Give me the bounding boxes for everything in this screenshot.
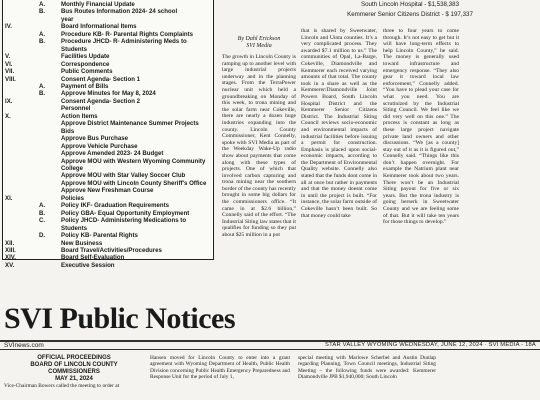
agenda-item-number: VII. — [5, 68, 15, 76]
agenda-item-number — [3, 172, 29, 179]
agenda-item — [3, 217, 213, 224]
agenda-item — [3, 210, 213, 217]
agenda-item — [3, 16, 213, 23]
notice-heading-proceedings: OFFICIAL PROCEEDINGS — [37, 355, 111, 361]
agenda-item-number: XIV. — [5, 254, 16, 262]
agenda-item-text: Facilities Update — [61, 53, 110, 61]
agenda-item-number — [3, 158, 29, 165]
agenda-item — [3, 8, 213, 15]
agenda-item-letter: A. — [39, 82, 46, 90]
agenda-item-number: IX. — [5, 97, 13, 105]
agenda-item-letter — [29, 254, 61, 261]
agenda-item-text: Approve MOU with Lincoln County Sheriff's Office — [61, 179, 207, 187]
agenda-item-number: XIII. — [5, 246, 16, 254]
agenda-item-letter — [29, 98, 61, 105]
agenda-item-letter — [29, 172, 61, 179]
agenda-item-number — [3, 202, 29, 209]
agenda-item-letter: A. — [39, 202, 46, 210]
agenda-item — [3, 165, 213, 172]
agenda-item-text: Personnel — [61, 105, 91, 113]
agenda-item — [3, 240, 213, 247]
agenda-item-text: Policy KB- Parental Rights — [61, 232, 138, 240]
notice-column-2: Hansen moved for Lincoln County to enter into a grant agreement with Wyoming Department of Health, Public Health Division concerning Public Health Emergency Preparedness and Response Unit for the period of July 1, — [150, 355, 290, 380]
agenda-item-number — [3, 120, 29, 135]
agenda-item — [3, 31, 213, 38]
agenda-item-number — [3, 180, 29, 187]
agenda-item — [3, 105, 213, 112]
dateline: STAR VALLEY WYOMING WEDNESDAY, JUNE 12, 2024 · SVI MEDIA - 18A — [325, 342, 536, 348]
agenda-item-text: Policies — [61, 194, 85, 202]
agenda-item — [3, 180, 213, 187]
agenda-item-number — [3, 217, 29, 224]
agenda-item-letter — [29, 165, 61, 172]
agenda-item-number — [3, 8, 29, 15]
agenda-item-text: Public Comments — [61, 68, 113, 76]
byline-author: By Dahl Erickson — [237, 36, 281, 42]
agenda-item-letter — [29, 46, 61, 53]
agenda-item-number — [3, 150, 29, 157]
agenda-item — [3, 76, 213, 83]
agenda-item-text: Approve Amended 2023- 24 Budget — [61, 150, 164, 158]
agenda-item — [3, 150, 213, 157]
agenda-item-letter — [29, 247, 61, 254]
agenda-item — [3, 113, 213, 120]
agenda-item-number — [3, 105, 29, 112]
agenda-item — [3, 1, 213, 8]
agenda-item — [3, 187, 213, 194]
agenda-item — [3, 195, 213, 202]
site-link[interactable]: SVInews.com — [4, 342, 44, 349]
agenda-item-letter — [29, 240, 61, 247]
agenda-item-text: Executive Session — [61, 261, 115, 269]
agenda-item — [3, 254, 213, 261]
agenda-item-text: College — [61, 164, 84, 172]
agenda-item — [3, 83, 213, 90]
agenda-item-number — [3, 135, 29, 142]
agenda-item-text: Procedure KB- R- Parental Rights Complaints — [61, 30, 194, 38]
agenda-item-number — [3, 90, 29, 97]
agenda-item-letter — [29, 180, 61, 187]
agenda-item-letter: A. — [39, 30, 46, 38]
agenda-item-number: V. — [5, 53, 11, 61]
agenda-item-number: VI. — [5, 60, 13, 68]
agenda-item-number — [3, 1, 29, 8]
agenda-item-text: Payment of Bills — [61, 82, 109, 90]
agenda-item — [3, 38, 213, 45]
article-column-1: The growth in Lincoln County is ramping up to another level with large industrial projects underway and in the planning stages. From the TerraPower nuclear unit which held a groundbreaking on Monday of this week, to trona mining and the solar farm near Cokeville, there are nearly a dozen huge industries expanding into the county. Lincoln County Commissioner, Kent Connelly, spoke with SVI Media as part of the Weekday Wake-Up radio show about payments that come along with these types of projects. One of which that involved carbon capturing and trona mining near the southern border of the county has recently brought in some big dollars for the commissioners office. “It came in at $2.6 billion,” Connelly said of the effort. “The Industrial Siting law states that it qualifies for funding so they put about $25 million in a pot — [222, 54, 296, 239]
section-title: SVI Public Notices — [4, 302, 235, 335]
agenda-item-text: Approve MOU with Star Valley Soccer Club — [61, 172, 186, 180]
byline-org: SVI Media — [246, 43, 272, 49]
agenda-item-letter — [29, 158, 61, 165]
agenda-item-letter: B. — [39, 8, 46, 16]
agenda-item-number — [3, 225, 29, 232]
agenda-item-text: Students — [61, 224, 88, 232]
agenda-item-letter — [29, 76, 61, 83]
agenda-item — [3, 232, 213, 239]
agenda-item — [3, 172, 213, 179]
agenda-item-number — [3, 38, 29, 45]
agenda-item — [3, 247, 213, 254]
agenda-item-letter — [29, 61, 61, 68]
agenda-item-text: Board Self-Evaluation — [61, 254, 125, 262]
agenda-item-number: IV. — [5, 23, 12, 31]
agenda-item-text: Consent Agenda- Section 2 — [61, 97, 141, 105]
agenda-item-letter — [29, 23, 61, 30]
agenda-item-text: Procedure JHCD- R- Administering Meds to — [61, 38, 187, 46]
agenda-item-text: Approve Minutes for May 8, 2024 — [61, 90, 156, 98]
agenda-item — [3, 61, 213, 68]
agenda-item — [3, 46, 213, 53]
byline — [222, 36, 296, 50]
agenda-item-letter — [29, 143, 61, 150]
agenda-item-text: Policy GBA- Equal Opportunity Employment — [61, 209, 190, 217]
agenda-item-letter — [29, 120, 61, 135]
agenda-item-text: Board Informational Items — [61, 23, 137, 31]
agenda-item-number: VIII. — [5, 75, 16, 83]
article-column-2: that is shared by Sweetwater, Lincoln and Uinta counties. It’s a very complicated process. They awarded $7.1 million to us.” The communities of Opal, La-Barge, Cokeville, Diamondville and Kemmerer each received varying amounts of that total. The county took in a share as well as the Kemmerer/Diamondville Joint Powers Board, South Lincoln Hospital District and the Kemmerer Senior Citizens District. The Industrial Siting Council reviews socio-economic and environmental impacts of industrial facilities before issuing a permit for construction. Emphasis is placed upon social-economic impacts, according to the Department of Environmental Quality website. Connelly also stated that the funds dont come in all at once but rather in payments and that the money doesnt come in until the project is built. “For instance, the solar farm outside of Cokeville hasn’t been built. So that money could take — [301, 28, 377, 219]
agenda-item-text: Approve Bus Purchase — [61, 135, 129, 143]
agenda-item-text: Approve Vehicle Purchase — [61, 142, 138, 150]
agenda-item — [3, 158, 213, 165]
agenda-item — [3, 225, 213, 232]
agenda-item — [3, 262, 213, 269]
agenda-item-number: XII. — [5, 239, 15, 247]
agenda-item — [3, 135, 213, 142]
agenda-item — [3, 90, 213, 97]
agenda-item — [3, 202, 213, 209]
agenda-item-number — [3, 187, 29, 194]
agenda-item-text: New Business — [61, 239, 103, 247]
agenda-item-letter — [29, 16, 61, 23]
agenda-item-text: Policy IKF- Graduation Requirements — [61, 202, 170, 210]
agenda-item-text: Policy JHCD- Administering Medications to — [61, 217, 187, 225]
agenda-item-text: Action Items — [61, 112, 98, 120]
agenda-item-letter — [29, 225, 61, 232]
notice-text-1: Vice-Chairman Bowers called the meeting to order at — [4, 383, 120, 389]
agenda-item-letter — [29, 187, 61, 194]
agenda-item — [3, 143, 213, 150]
agenda-item — [3, 98, 213, 105]
agenda-item — [3, 68, 213, 75]
agenda-item-text: Approve New Freshman Course — [61, 187, 154, 195]
agenda-item-number — [3, 46, 29, 53]
agenda-item-text: Approve MOU with Western Wyoming Community — [61, 157, 206, 165]
notice-column-3: special meeting with Marlowe Scherbel and Austin Dunlap regarding Planning, Town Council meetings, Industrial Siting Meeting – the following funds were awarded: Kemmerer Diamondville JPB $1,940,000; South Lincoln — [298, 355, 436, 380]
notice-column-1 — [4, 355, 144, 400]
agenda-item-letter — [29, 135, 61, 142]
agenda-item-number: X. — [5, 112, 11, 120]
agenda-item-letter: C. — [39, 217, 46, 225]
agenda-item-letter — [29, 195, 61, 202]
agenda-item-letter — [29, 53, 61, 60]
notice-heading-board: BOARD OF LINCOLN COUNTY COMMISSIONERS — [30, 362, 118, 375]
agenda-item-letter — [29, 150, 61, 157]
siting-awards — [300, 0, 520, 20]
agenda-item-number — [3, 165, 29, 172]
article-column-3: three to four years to come through. It’s not easy to get but it will have long-term effects to help Lincoln County,” he said. The money is generally used toward infrastructure and emergency response. “They also gear it toward local law enforcement,” Connelly added. “You have to plead your case for what you need. You are scrutinized by the Industrial Siting Council. We feel like we did very well on this one.” The process is constant as long as these large project navigate private land owners and other discussions. “We [as a county] stay out of it as it is figured out,” Connelly said. “Things like this don’t happen overnight. For example the Natrium plant near Kemmerer took about two years. There won’t be an Industrial Siting payout for five or six years. But the trona industry is going berserk in Sweetwater County and we are feeling some of that. But it will take ten years for those things to develop.” — [383, 28, 459, 226]
agenda-item-text: Board Travel/Activities/Procedures — [61, 246, 162, 254]
agenda-item-number: XI. — [5, 194, 13, 202]
agenda-item-text: Approve District Maintenance Summer Projects Bids — [61, 120, 199, 135]
agenda-item-letter — [29, 113, 61, 120]
agenda-item-letter: A. — [39, 1, 46, 8]
agenda-item-number — [3, 16, 29, 23]
agenda-item-text: Bus Routes Information 2024- 24 school — [61, 8, 178, 16]
agenda-item-number — [3, 210, 29, 217]
agenda-item-letter — [29, 68, 61, 75]
agenda-item-number: XV. — [5, 261, 15, 269]
agenda-item — [3, 120, 213, 135]
agenda-box — [2, 0, 214, 269]
agenda-item-letter: D. — [39, 232, 46, 240]
agenda-item — [3, 23, 213, 30]
agenda-item-letter — [29, 262, 61, 269]
award-line-senior: Kemmerer Senior Citizens District - $ 197,337 — [347, 11, 473, 18]
agenda-item-text: Students — [61, 45, 88, 53]
agenda-item-letter — [29, 105, 61, 112]
masthead-rule-bottom — [0, 349, 540, 350]
agenda-item-letter: B. — [39, 209, 46, 217]
award-line-hospital: South Lincoln Hospital - $1,538,383 — [360, 1, 460, 8]
notice-heading-date: MAY 21, 2024 — [55, 376, 93, 382]
agenda-item-number — [3, 143, 29, 150]
agenda-item-number — [3, 31, 29, 38]
agenda-item-text: Consent Agenda- Section 1 — [61, 75, 141, 83]
agenda-item — [3, 53, 213, 60]
agenda-item-number — [3, 83, 29, 90]
agenda-item-text: Monthly Financial Update — [61, 1, 135, 8]
agenda-item-text: year — [61, 15, 74, 23]
agenda-item-number — [3, 232, 29, 239]
agenda-item-text: Correspondence — [61, 60, 110, 68]
agenda-item-letter: B. — [39, 38, 46, 46]
agenda-item-letter: B. — [39, 90, 46, 98]
